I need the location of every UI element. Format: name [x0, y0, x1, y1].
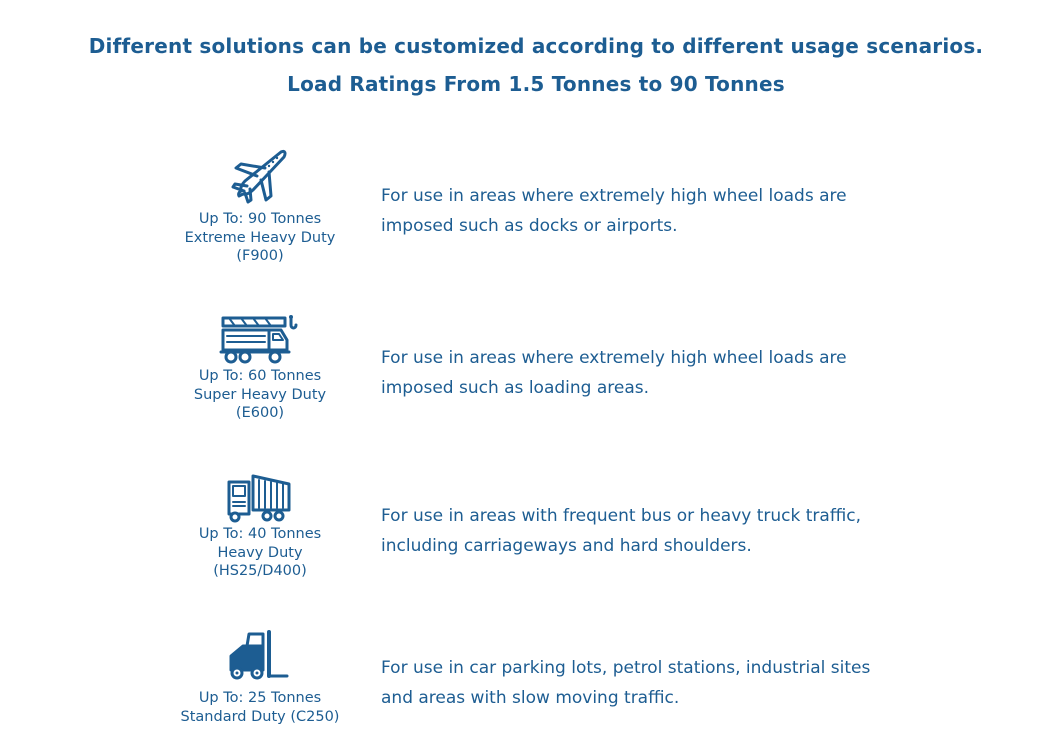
- duty-class: Heavy Duty: [217, 544, 303, 561]
- description-line: imposed such as docks or airports.: [381, 216, 678, 236]
- airplane-icon: [219, 148, 299, 204]
- rating-description: [381, 181, 941, 241]
- rating-spec: [160, 525, 360, 581]
- duty-code: (F900): [236, 248, 284, 264]
- rating-spec: [160, 210, 360, 266]
- lorry-icon: [219, 470, 299, 526]
- description-line: For use in car parking lots, petrol stations, industrial sites: [381, 658, 871, 678]
- load-capacity: Up To: 60 Tonnes: [198, 368, 322, 384]
- duty-class: Super Heavy Duty: [193, 386, 327, 403]
- load-capacity: Up To: 90 Tonnes: [198, 211, 322, 227]
- forklift-icon: [219, 628, 299, 684]
- duty-code: (E600): [235, 405, 285, 421]
- rating-description: [381, 343, 941, 403]
- crane-truck-icon: [219, 313, 299, 369]
- rating-spec: [160, 367, 360, 423]
- headline-load-ratings: Load Ratings From 1.5 Tonnes to 90 Tonnes: [287, 72, 785, 96]
- load-capacity: Up To: 40 Tonnes: [198, 526, 322, 542]
- description-line: For use in areas where extremely high wheel loads are: [381, 186, 847, 206]
- description-line: and areas with slow moving traffic.: [381, 688, 680, 708]
- description-line: including carriageways and hard shoulders.: [381, 536, 752, 556]
- load-capacity: Up To: 25 Tonnes: [198, 690, 322, 706]
- duty-code: (HS25/D400): [213, 563, 307, 579]
- rating-spec: [160, 689, 360, 726]
- description-line: For use in areas with frequent bus or heavy truck traffic,: [381, 506, 862, 526]
- description-line: For use in areas where extremely high wheel loads are: [381, 348, 847, 368]
- description-line: imposed such as loading areas.: [381, 378, 650, 398]
- duty-class: Extreme Heavy Duty: [184, 229, 336, 246]
- duty-class: Standard Duty (C250): [180, 708, 340, 725]
- rating-description: [381, 501, 941, 561]
- rating-description: [381, 653, 941, 713]
- headline-customized-solutions: Different solutions can be customized according to different usage scenarios.: [88, 34, 984, 58]
